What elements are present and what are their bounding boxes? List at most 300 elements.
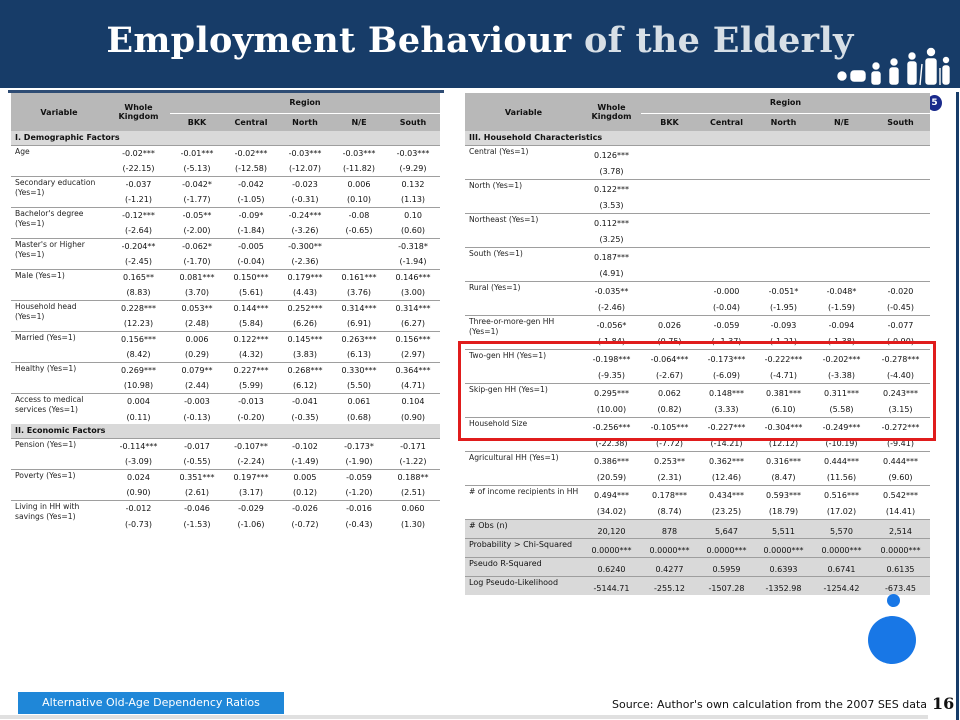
tstat-cell: (3.78) <box>599 167 624 177</box>
coefficient-cell: -0.023 <box>292 180 318 190</box>
table-row <box>465 485 930 505</box>
coefficient-cell: 0.494*** <box>594 490 629 500</box>
coefficient-cell: 0.122*** <box>594 184 629 194</box>
tstat-cell <box>755 199 812 213</box>
coefficient-cell: -0.256*** <box>592 422 631 432</box>
row-label: North (Yes=1) <box>469 180 523 190</box>
column-header-whole-kingdom: Whole Kingdom <box>582 93 641 131</box>
table-row <box>465 213 930 233</box>
tstat-cell: (17.02) <box>826 507 857 517</box>
column-header-south: South <box>386 113 440 131</box>
coefficient-cell: 0.444*** <box>824 456 859 466</box>
row-label: Three-or-more-gen HH (Yes=1) <box>469 316 555 336</box>
table-row <box>11 269 440 286</box>
tstat-cell <box>871 165 930 179</box>
coefficient-cell: 0.006 <box>185 335 209 345</box>
tstat-cell: (2.51) <box>400 488 426 498</box>
tstat-cell <box>641 199 698 213</box>
stats-label: Pseudo R-Squared <box>465 557 582 576</box>
tstat-cell: (-3.38) <box>828 371 855 381</box>
tstat-cell: (-2.46) <box>598 303 625 313</box>
coefficient-cell: -0.222*** <box>764 354 803 364</box>
coefficient-cell: -0.013 <box>238 397 264 407</box>
coefficient-cell: 0.104 <box>401 397 425 407</box>
tstat-cell: (5.99) <box>238 381 264 391</box>
coefficient-cell: 0.165** <box>123 273 154 283</box>
tstat-cell: (-12.58) <box>234 164 268 174</box>
stats-value: 0.6393 <box>755 557 812 576</box>
coefficient-cell: -0.003 <box>184 397 210 407</box>
tstat-cell: (-0.31) <box>291 195 319 205</box>
coefficient-cell: 0.253** <box>654 456 685 466</box>
stats-row <box>465 557 930 576</box>
tstat-cell: (-1.84) <box>237 226 265 236</box>
title-part-2: of the Elderly <box>583 20 854 61</box>
stats-value: 5,570 <box>812 519 871 538</box>
coefficient-cell: 0.122*** <box>233 335 269 345</box>
tstat-cell: (-10.19) <box>825 439 858 449</box>
coefficient-cell: 0.330*** <box>341 366 377 376</box>
tstat-cell: (10.00) <box>596 405 627 415</box>
tstat-cell: (9.60) <box>888 473 913 483</box>
coefficient-cell: -0.046 <box>184 504 210 514</box>
tstat-cell <box>812 199 871 213</box>
tstat-cell: (-4.71) <box>770 371 797 381</box>
tstat-cell <box>871 233 930 247</box>
stats-label: # Obs (n) <box>465 519 582 538</box>
tstat-cell: (-2.00) <box>183 226 211 236</box>
column-header-north: North <box>755 113 812 131</box>
tstat-cell: (6.27) <box>400 319 426 329</box>
coefficient-cell: -0.03*** <box>288 149 322 159</box>
row-label: Agricultural HH (Yes=1) <box>469 452 559 462</box>
column-header-central: Central <box>224 113 278 131</box>
tstat-cell: (-0.43) <box>345 519 373 529</box>
section-header-row <box>11 424 440 438</box>
tstat-cell: (-0.45) <box>887 303 914 313</box>
coefficient-cell: 0.148*** <box>709 388 744 398</box>
tstat-cell: (3.00) <box>400 288 426 298</box>
coefficient-cell: -0.173* <box>344 442 374 452</box>
coefficient-cell: 0.161*** <box>341 273 377 283</box>
section-header-row <box>11 131 440 145</box>
tstat-cell: (6.12) <box>292 381 318 391</box>
row-label: Living in HH with savings (Yes=1) <box>15 501 80 521</box>
coefficient-cell: 0.061 <box>347 397 371 407</box>
tstat-cell: (-3.26) <box>291 226 319 236</box>
coefficient-cell <box>812 179 871 199</box>
tstat-cell <box>755 233 812 247</box>
tstat-cell: (34.02) <box>596 507 627 517</box>
coefficient-cell <box>698 247 755 267</box>
section-title: I. Demographic Factors <box>11 131 440 145</box>
tstat-cell <box>641 267 698 281</box>
stats-row <box>465 519 930 538</box>
coefficient-cell: -0.173*** <box>707 354 746 364</box>
tstat-cell: (-2.64) <box>125 226 152 236</box>
tstat-cell <box>332 255 386 269</box>
tstat-cell: (-1.70) <box>183 257 211 267</box>
tstat-cell: (8.47) <box>771 473 796 483</box>
tstat-cell: (-2.36) <box>291 257 319 267</box>
dependency-ratios-link[interactable]: Alternative Old-Age Dependency Ratios <box>18 692 284 714</box>
tstat-cell: (-1.49) <box>291 457 319 467</box>
coefficient-cell: 0.542*** <box>883 490 918 500</box>
right-border-line <box>956 92 959 720</box>
column-header-variable: Variable <box>11 93 107 131</box>
coefficient-cell <box>812 247 871 267</box>
stats-value: 0.0000*** <box>582 538 641 557</box>
coefficient-cell <box>755 145 812 165</box>
tstat-cell <box>755 165 812 179</box>
highlight-box <box>458 341 936 441</box>
coefficient-cell: 0.150*** <box>233 273 269 283</box>
tstat-cell: (-1.94) <box>399 257 427 267</box>
coefficient-cell: 0.156*** <box>395 335 431 345</box>
tstat-cell: (3.83) <box>292 350 318 360</box>
coefficient-cell: -0.318* <box>398 242 428 252</box>
table-row <box>465 247 930 267</box>
coefficient-cell: 0.187*** <box>594 252 629 262</box>
table-row <box>11 207 440 224</box>
row-label: Two-gen HH (Yes=1) <box>469 350 547 360</box>
coefficient-cell: -0.204** <box>121 242 156 252</box>
coefficient-cell: 0.178*** <box>652 490 687 500</box>
coefficient-cell: 0.364*** <box>395 366 431 376</box>
tstat-cell <box>871 199 930 213</box>
stats-value: 0.4277 <box>641 557 698 576</box>
table-row <box>465 281 930 301</box>
table-row <box>11 362 440 379</box>
coefficient-cell: -0.041 <box>292 397 318 407</box>
footer-bar <box>0 715 928 719</box>
coefficient-cell: -0.278*** <box>881 354 920 364</box>
tstat-cell <box>812 233 871 247</box>
column-header-ne: N/E <box>812 113 871 131</box>
tstat-cell: (-1.59) <box>828 303 855 313</box>
table-row <box>11 438 440 455</box>
tstat-cell <box>641 233 698 247</box>
tstat-cell: (5.61) <box>238 288 264 298</box>
coefficient-cell: 0.060 <box>401 504 425 514</box>
coefficient-cell: -0.059 <box>713 320 740 330</box>
coefficient-cell <box>641 247 698 267</box>
coefficient-cell: -0.005 <box>238 242 264 252</box>
coefficient-cell: 0.146*** <box>395 273 431 283</box>
column-header-variable: Variable <box>465 93 582 131</box>
slide-number: 16 <box>932 694 955 713</box>
coefficient-cell: 0.263*** <box>341 335 377 345</box>
coefficient-cell: 0.316*** <box>766 456 801 466</box>
coefficient-cell <box>641 179 698 199</box>
coefficient-cell: 0.144*** <box>233 304 269 314</box>
tstat-cell <box>698 233 755 247</box>
coefficient-cell: 0.112*** <box>594 218 629 228</box>
tstat-cell: (-22.15) <box>122 164 155 174</box>
tstat-cell: (4.32) <box>238 350 264 360</box>
coefficient-cell: 0.314*** <box>395 304 431 314</box>
stats-value: 5,647 <box>698 519 755 538</box>
tstat-cell: (12.12) <box>768 439 799 449</box>
coefficient-cell <box>641 281 698 301</box>
coefficient-cell: -0.042 <box>238 180 264 190</box>
coefficient-cell: 0.351*** <box>179 473 215 483</box>
elderly-figures-icon <box>836 46 952 88</box>
coefficient-cell: -0.01*** <box>180 149 214 159</box>
coefficient-cell: -0.059 <box>346 473 372 483</box>
tstat-cell: (12.23) <box>123 319 154 329</box>
tstat-cell: (-1.22) <box>399 457 427 467</box>
coefficient-cell: 0.593*** <box>766 490 801 500</box>
tstat-cell: (6.10) <box>771 405 796 415</box>
coefficient-cell <box>755 179 812 199</box>
stats-value: 0.0000*** <box>871 538 930 557</box>
coefficient-cell: 0.026 <box>658 320 681 330</box>
tstat-cell: (0.90) <box>400 412 426 422</box>
tstat-cell: (-1.06) <box>237 519 265 529</box>
tstat-cell: (-0.55) <box>183 457 211 467</box>
column-header-central: Central <box>698 113 755 131</box>
table-row <box>465 451 930 471</box>
tstat-cell: (4.91) <box>599 269 624 279</box>
coefficient-cell: 0.311*** <box>824 388 859 398</box>
tstat-cell: (10.98) <box>123 381 154 391</box>
tstat-cell: (8.42) <box>126 350 151 360</box>
tstat-cell <box>698 165 755 179</box>
table-header <box>465 93 930 131</box>
table-row <box>11 500 440 517</box>
table-row <box>11 238 440 255</box>
coefficient-cell: -0.051* <box>768 286 799 296</box>
tstat-cell: (4.43) <box>292 288 318 298</box>
regression-table-left <box>11 93 440 531</box>
tstat-cell: (-1.84) <box>598 337 625 347</box>
coefficient-cell: -0.03*** <box>396 149 430 159</box>
tstat-cell: (-1.20) <box>345 488 373 498</box>
coefficient-cell: -0.064*** <box>650 354 689 364</box>
coefficient-cell: 0.024 <box>127 473 150 483</box>
coefficient-cell: 0.10 <box>404 211 422 221</box>
page-tab-5[interactable]: 5 <box>926 94 943 112</box>
row-label: Northeast (Yes=1) <box>469 214 539 224</box>
stats-value: -1352.98 <box>755 576 812 595</box>
section-title: II. Economic Factors <box>11 424 440 438</box>
tstat-cell: (8.83) <box>126 288 151 298</box>
row-label: Household Size <box>469 418 528 428</box>
row-label: Skip-gen HH (Yes=1) <box>469 384 548 394</box>
column-header-whole-kingdom: Whole Kingdom <box>107 93 170 131</box>
coefficient-cell: 0.362*** <box>709 456 744 466</box>
coefficient-cell: -0.12*** <box>122 211 155 221</box>
row-label: Pension (Yes=1) <box>15 439 77 449</box>
table-row <box>465 179 930 199</box>
tstat-cell: (-1.21) <box>125 195 152 205</box>
slide-title <box>0 20 960 61</box>
tstat-cell: (-22.38) <box>595 439 628 449</box>
coefficient-cell: -0.026 <box>292 504 318 514</box>
coefficient-cell: 0.516*** <box>824 490 859 500</box>
column-header-region: Region <box>641 93 930 113</box>
tstat-cell: (5.84) <box>238 319 264 329</box>
column-header-region: Region <box>170 93 440 113</box>
tstat-cell: (12.46) <box>711 473 742 483</box>
tstat-cell: (1.13) <box>400 195 426 205</box>
tstat-cell: (18.79) <box>768 507 799 517</box>
coefficient-cell: 0.228*** <box>121 304 156 314</box>
coefficient-cell: 0.434*** <box>709 490 744 500</box>
coefficient-cell <box>698 179 755 199</box>
stats-value: 0.0000*** <box>698 538 755 557</box>
coefficient-cell: -0.227*** <box>707 422 746 432</box>
tstat-cell: (-1.21) <box>770 337 797 347</box>
tstat-cell: (--1.37) <box>711 337 742 347</box>
coefficient-cell: 0.004 <box>127 397 150 407</box>
coefficient-cell: -0.000 <box>713 286 740 296</box>
coefficient-cell: 0.386*** <box>594 456 629 466</box>
coefficient-cell: 0.381*** <box>766 388 801 398</box>
row-label: Secondary education (Yes=1) <box>15 177 96 197</box>
coefficient-cell <box>755 247 812 267</box>
tstat-cell: (2.31) <box>657 473 682 483</box>
stats-label: Log Pseudo-Likelihood <box>465 576 582 595</box>
coefficient-cell: -0.105*** <box>650 422 689 432</box>
row-label: Poverty (Yes=1) <box>15 470 76 480</box>
tstat-cell: (14.41) <box>885 507 916 517</box>
tstat-cell: (-2.67) <box>656 371 683 381</box>
tstat-cell: (-2.24) <box>237 457 265 467</box>
coefficient-cell: -0.037 <box>125 180 152 190</box>
tstat-cell <box>698 199 755 213</box>
row-label: # of income recipients in HH <box>469 486 579 496</box>
tstat-cell: (0.82) <box>657 405 682 415</box>
tstat-cell: (-0.04) <box>237 257 265 267</box>
coefficient-cell: -0.056* <box>596 320 627 330</box>
tstat-cell: (-12.07) <box>288 164 322 174</box>
coefficient-cell: 0.269*** <box>121 366 156 376</box>
table-row <box>11 393 440 410</box>
coefficient-cell <box>871 213 930 233</box>
tstat-cell: (-0.72) <box>291 519 319 529</box>
tstat-cell: (-3.09) <box>125 457 152 467</box>
tstat-cell: (5.50) <box>346 381 372 391</box>
coefficient-cell: -0.102 <box>292 442 318 452</box>
coefficient-cell <box>641 145 698 165</box>
row-label: Age <box>15 146 30 156</box>
tstat-cell <box>871 267 930 281</box>
tstat-cell: (-7.72) <box>656 439 683 449</box>
table-header <box>11 93 440 131</box>
coefficient-cell: -0.042* <box>182 180 212 190</box>
tstat-cell: (-9.41) <box>887 439 914 449</box>
tstat-cell <box>641 301 698 315</box>
coefficient-cell: 0.006 <box>347 180 371 190</box>
tstat-cell: (-0.04) <box>713 303 740 313</box>
tstat-cell: (2.61) <box>184 488 210 498</box>
column-header-bkk: BKK <box>170 113 224 131</box>
tstat-cell: (2.44) <box>184 381 210 391</box>
stats-value: 0.0000*** <box>641 538 698 557</box>
stats-value: -5144.71 <box>582 576 641 595</box>
tstat-cell: (0.68) <box>346 412 372 422</box>
tstat-cell: (2.48) <box>184 319 210 329</box>
coefficient-cell: 0.444*** <box>883 456 918 466</box>
blue-circle-decor-small <box>887 594 900 607</box>
coefficient-cell: -0.107** <box>234 442 268 452</box>
tstat-cell: (3.76) <box>346 288 372 298</box>
tstat-cell: (-0.13) <box>183 412 211 422</box>
coefficient-cell <box>812 145 871 165</box>
tstat-cell: (0.10) <box>346 195 372 205</box>
coefficient-cell: 0.156*** <box>121 335 156 345</box>
row-label: Rural (Yes=1) <box>469 282 521 292</box>
coefficient-cell: 0.132 <box>401 180 425 190</box>
coefficient-cell <box>871 145 930 165</box>
tstat-cell <box>641 165 698 179</box>
row-label: South (Yes=1) <box>469 248 523 258</box>
row-label: Healthy (Yes=1) <box>15 363 77 373</box>
stats-value: -255.12 <box>641 576 698 595</box>
tstat-cell: (8.74) <box>657 507 682 517</box>
stats-row <box>465 576 930 595</box>
coefficient-cell <box>698 213 755 233</box>
row-label: Married (Yes=1) <box>15 332 76 342</box>
section-title: III. Household Characteristics <box>465 131 930 145</box>
tstat-cell: (3.70) <box>184 288 210 298</box>
tstat-cell: (6.13) <box>346 350 372 360</box>
coefficient-cell: -0.02*** <box>122 149 155 159</box>
coefficient-cell: -0.202*** <box>822 354 861 364</box>
coefficient-cell: -0.020 <box>887 286 914 296</box>
coefficient-cell: -0.300** <box>288 242 322 252</box>
coefficient-cell <box>812 213 871 233</box>
coefficient-cell: -0.016 <box>346 504 372 514</box>
table-row <box>11 176 440 193</box>
coefficient-cell <box>641 213 698 233</box>
stats-value: 0.5959 <box>698 557 755 576</box>
coefficient-cell: -0.02*** <box>234 149 268 159</box>
coefficient-cell: -0.012 <box>125 504 152 514</box>
coefficient-cell <box>871 179 930 199</box>
coefficient-cell: 0.053** <box>181 304 213 314</box>
tstat-cell <box>812 267 871 281</box>
coefficient-cell: -0.062* <box>182 242 212 252</box>
coefficient-cell: -0.304*** <box>764 422 803 432</box>
table-row <box>465 145 930 165</box>
row-label: Male (Yes=1) <box>15 270 65 280</box>
coefficient-cell: -0.171 <box>400 442 426 452</box>
coefficient-cell: -0.249*** <box>822 422 861 432</box>
source-note: Source: Author's own calculation from the 2007 SES data <box>612 698 928 711</box>
row-label: Central (Yes=1) <box>469 146 529 156</box>
coefficient-cell: -0.048* <box>826 286 857 296</box>
coefficient-cell: -0.198*** <box>592 354 631 364</box>
row-label: Bachelor's degree (Yes=1) <box>15 208 84 228</box>
coefficient-cell: 0.179*** <box>287 273 323 283</box>
column-header-north: North <box>278 113 332 131</box>
tstat-cell: (1.30) <box>400 519 426 529</box>
coefficient-cell: -0.05** <box>182 211 212 221</box>
stats-value: 0.6240 <box>582 557 641 576</box>
tstat-cell: (0.29) <box>184 350 210 360</box>
coefficient-cell: 0.252*** <box>287 304 323 314</box>
tstat-cell: (11.56) <box>826 473 857 483</box>
tstat-cell: (23.25) <box>711 507 742 517</box>
coefficient-cell: 0.243*** <box>883 388 918 398</box>
tstat-cell: (-1.53) <box>183 519 211 529</box>
stats-value: 20,120 <box>582 519 641 538</box>
column-header-bkk: BKK <box>641 113 698 131</box>
coefficient-cell: -0.029 <box>238 504 264 514</box>
